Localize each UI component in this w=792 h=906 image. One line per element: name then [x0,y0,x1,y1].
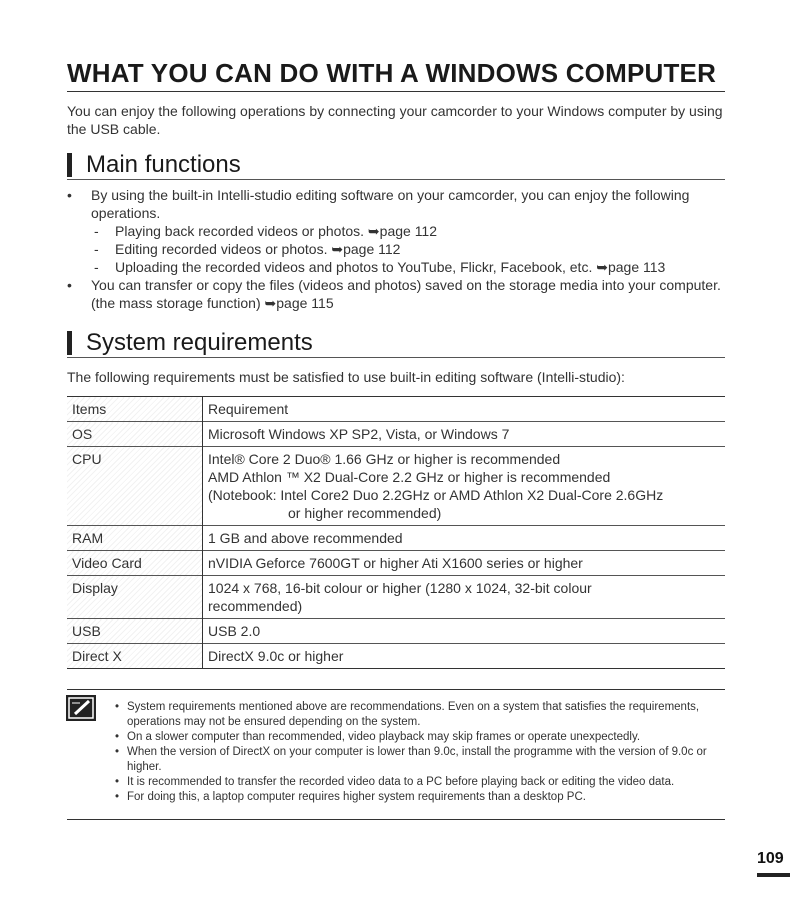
item-cell: OS [67,422,203,447]
table-row [67,526,725,551]
requirement-line: or higher recommended) [288,505,442,521]
notes-box [67,689,725,820]
requirement-line: Microsoft Windows XP SP2, Vista, or Windows 7 [208,426,510,442]
requirement-cell [203,447,726,526]
requirement-cell [203,551,726,576]
note-item: • When the version of DirectX on your computer is lower than 9.0c, install the programme with the version of 9.0c or higher. [115,745,725,775]
requirement-line: USB 2.0 [208,623,261,639]
requirement-line: (Notebook: Intel Core2 Duo 2.2GHz or AMD Athlon X2 Dual-Core 2.6GHz [208,487,664,503]
item-cell: Video Card [67,551,203,576]
page-title: WHAT YOU CAN DO WITH A WINDOWS COMPUTER [67,56,725,92]
page-number-bar [757,873,790,877]
system-requirements-heading: System requirements [86,329,313,356]
table-row [67,576,725,619]
note-item: • System requirements mentioned above are recommendations. Even on a system that satisfies the requirements, operations may not be ensured depending on the system. [115,700,725,730]
table-row [67,551,725,576]
requirement-line: nVIDIA Geforce 7600GT or higher Ati X1600 series or higher [208,555,583,571]
requirement-line: DirectX 9.0c or higher [208,648,344,664]
main-functions-heading: Main functions [86,151,241,178]
requirements-intro: The following requirements must be satisfied to use built-in editing software (Intelli-studio): [67,369,625,385]
sub-item: - Uploading the recorded videos and photos to YouTube, Flickr, Facebook, etc. ➥page 113 [91,258,725,276]
item-cell: Direct X [67,644,203,669]
note-item: • On a slower computer than recommended, video playback may skip frames or operate unexpectedly. [115,730,725,745]
table-row [67,644,725,669]
table-row [67,422,725,447]
section-bar [67,153,72,177]
note-pencil-icon [66,695,96,721]
list-item [67,186,725,276]
requirements-table [67,396,725,669]
header-cell: Items [67,397,203,422]
item-cell: USB [67,619,203,644]
requirement-line: Intel® Core 2 Duo® 1.66 GHz or higher is recommended [208,451,561,467]
requirement-cell [203,422,726,447]
note-item: • It is recommended to transfer the recorded video data to a PC before playing back or editing the video data. [115,775,725,790]
item-cell: CPU [67,447,203,526]
main-functions-header [67,152,725,180]
note-item: • For doing this, a laptop computer requires higher system requirements than a desktop PC. [115,790,725,805]
intro-text: You can enjoy the following operations by connecting your camcorder to your Windows computer by using the USB cable. [67,103,723,137]
requirement-line: recommended) [208,598,303,614]
requirement-cell [203,644,726,669]
sub-item: - Editing recorded videos or photos. ➥page 112 [91,240,725,258]
table-row [67,447,725,526]
page-number: 109 [757,850,784,867]
notes-list [67,700,725,805]
main-functions-list [67,186,725,312]
requirement-cell [203,576,726,619]
item-cell: Display [67,576,203,619]
system-requirements-header [67,330,725,358]
header-cell: Requirement [203,397,726,422]
bullet-text: By using the built-in Intelli-studio editing software on your camcorder, you can enjoy the following operations. [91,187,690,221]
sub-item: - Playing back recorded videos or photos. ➥page 112 [91,222,725,240]
requirement-cell [203,526,726,551]
table-header-row [67,397,725,422]
table-row [67,619,725,644]
page-content [67,56,725,669]
section-bar [67,331,72,355]
item-cell: RAM [67,526,203,551]
list-item: • You can transfer or copy the files (videos and photos) saved on the storage media into your computer. (the mass storage function) ➥page 115 [67,276,725,312]
requirement-line: 1024 x 768, 16-bit colour or higher (1280 x 1024, 32-bit colour [208,580,592,596]
requirement-cell [203,619,726,644]
sub-list [91,222,725,276]
requirement-line: 1 GB and above recommended [208,530,403,546]
requirement-line: AMD Athlon ™ X2 Dual-Core 2.2 GHz or higher is recommended [208,469,611,485]
